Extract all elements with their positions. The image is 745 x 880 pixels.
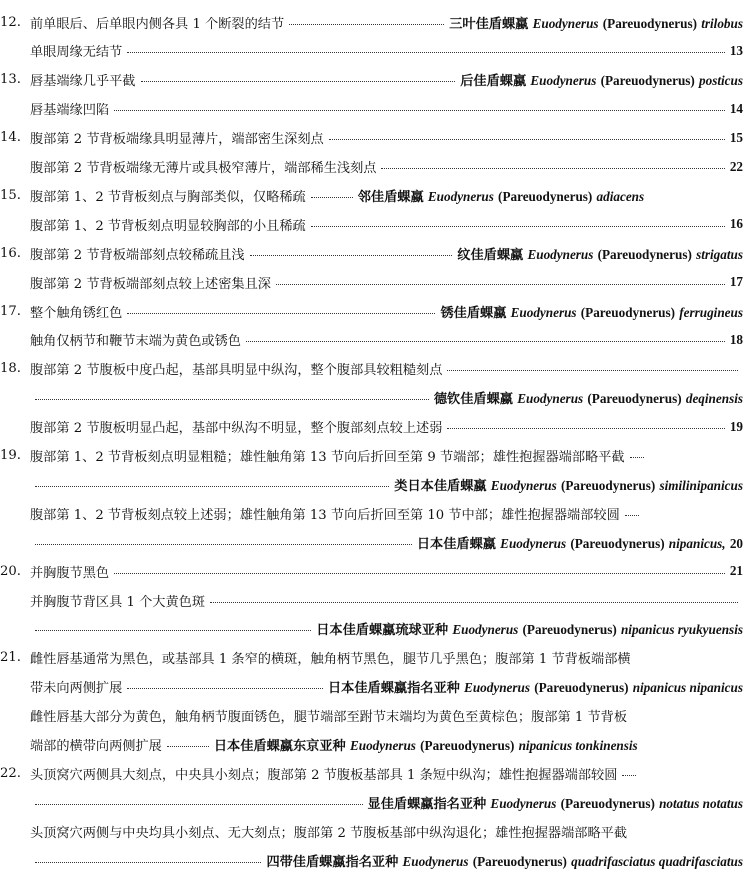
page-reference: 18 xyxy=(729,331,743,347)
key-line xyxy=(0,501,743,525)
key-line xyxy=(0,299,743,323)
taxon-name xyxy=(214,735,638,754)
couplet-text: 并胸腹节黑色 xyxy=(30,565,110,581)
key-line xyxy=(0,704,743,728)
taxon-genus: Euodynerus xyxy=(402,853,469,869)
leader-dots xyxy=(127,688,323,689)
leader-dots xyxy=(311,226,725,227)
page-reference: 17 xyxy=(729,274,743,290)
couplet-text: 唇基端缘几乎平截 xyxy=(30,74,136,90)
key-line xyxy=(0,155,743,179)
taxon-genus: Euodynerus xyxy=(452,622,519,638)
taxon-species: trilobus xyxy=(701,15,743,31)
key-line xyxy=(0,588,743,612)
taxon-species: adiacens xyxy=(596,188,645,204)
taxon-name xyxy=(417,533,743,552)
leader-dots xyxy=(35,630,311,631)
leader-dots xyxy=(250,255,453,256)
taxon-subgenus: (Pareuodynerus) xyxy=(560,477,656,493)
couplet-text: 头顶窝穴两侧与中央均具小刻点、无大刻点；腹部第 2 节腹板基部中纵沟退化；雄性抱握器端部略平截 xyxy=(30,825,628,841)
couplet-text: 整个触角锈红色 xyxy=(30,305,123,321)
leader-dots xyxy=(141,81,456,82)
key-line xyxy=(0,68,743,92)
leader-dots xyxy=(276,284,725,285)
couplet-number: 16. xyxy=(0,245,21,261)
couplet-number: 20. xyxy=(0,563,21,579)
couplet-text: 腹部第 1、2 节背板刻点较上述弱；雄性触角第 13 节向后折回至第 10 节中部；雄性抱握器端部较圆 xyxy=(30,507,620,523)
leader-dots xyxy=(35,804,363,805)
taxon-species: nipanicus, xyxy=(668,535,726,551)
key-line xyxy=(0,328,743,352)
taxon-subgenus: (Pareuodynerus) xyxy=(580,304,676,320)
taxon-subgenus: (Pareuodynerus) xyxy=(498,188,593,204)
taxon-chinese-name: 日本佳盾蜾蠃东京亚种 xyxy=(213,739,346,754)
couplet-text: 腹部第 2 节背板端缘无薄片或具极窄薄片，端部稀生浅刻点 xyxy=(30,161,377,176)
taxon-species: nipanicus tonkinensis xyxy=(518,738,638,753)
key-line xyxy=(0,444,743,468)
leader-dots xyxy=(289,24,444,25)
couplet-number: 15. xyxy=(0,187,21,203)
taxon-genus: Euodynerus xyxy=(464,680,531,696)
key-line xyxy=(0,97,743,121)
taxon-chinese-name: 四带佳盾蜾蠃指名亚种 xyxy=(266,854,399,870)
couplet-number: 12. xyxy=(0,14,21,30)
couplet-number: 18. xyxy=(0,361,21,377)
key-line xyxy=(0,39,743,63)
taxon-chinese-name: 锈佳盾蜾蠃 xyxy=(440,305,507,321)
couplet-text: 触角仅柄节和鞭节末端为黄色或锈色 xyxy=(30,334,241,350)
key-line xyxy=(0,212,743,236)
taxon-subgenus: (Pareuodynerus) xyxy=(597,246,692,262)
taxon-name xyxy=(368,793,743,812)
couplet-text: 头顶窝穴两侧具大刻点，中央具小刻点；腹部第 2 节腹板基部具 1 条短中纵沟；雄性抱握器端部较圆 xyxy=(30,767,618,783)
key-line xyxy=(0,357,743,381)
leader-dots xyxy=(210,602,738,603)
taxon-species: nipanicus nipanicus xyxy=(632,680,743,696)
couplet-text: 端部的横带向两侧扩展 xyxy=(30,739,162,754)
taxon-name xyxy=(316,619,743,638)
key-line xyxy=(0,675,743,699)
key-line xyxy=(0,790,743,814)
taxon-chinese-name: 纹佳盾蜾蠃 xyxy=(457,247,524,263)
leader-dots xyxy=(114,573,725,574)
leader-dots xyxy=(246,341,725,342)
taxon-name xyxy=(449,13,743,32)
couplet-number: 13. xyxy=(0,72,21,88)
key-line xyxy=(0,386,743,410)
key-line xyxy=(0,415,743,439)
key-line xyxy=(0,270,743,294)
page-reference: 16 xyxy=(729,216,743,232)
taxon-subgenus: (Pareuodynerus) xyxy=(534,680,629,696)
taxon-name xyxy=(434,388,743,407)
taxon-chinese-name: 日本佳盾蜾蠃 xyxy=(416,536,496,552)
couplet-text: 单眼周缘无结节 xyxy=(30,45,123,61)
page-reference: 13 xyxy=(729,42,743,58)
page-reference: 22 xyxy=(729,158,743,174)
key-line xyxy=(0,646,743,670)
key-line xyxy=(0,126,743,150)
taxon-name xyxy=(328,677,743,696)
leader-dots xyxy=(622,775,636,776)
leader-dots xyxy=(127,313,435,314)
taxon-genus: Euodynerus xyxy=(490,795,557,811)
taxon-genus: Euodynerus xyxy=(500,535,567,551)
key-line xyxy=(0,848,743,872)
taxon-name xyxy=(440,302,743,321)
taxon-subgenus: (Pareuodynerus) xyxy=(602,15,698,31)
couplet-number: 21. xyxy=(0,650,21,666)
leader-dots xyxy=(167,746,209,747)
couplet-text: 腹部第 1、2 节背板刻点明显较胸部的小且稀疏 xyxy=(30,218,306,234)
key-line xyxy=(0,733,743,757)
couplet-text: 腹部第 1、2 节背板刻点明显粗糙；雄性触角第 13 节向后折回至第 9 节端部；雄性抱握器端部略平截 xyxy=(30,450,625,465)
key-line xyxy=(0,530,743,554)
taxon-subgenus: (Pareuodynerus) xyxy=(570,535,665,551)
taxon-species: posticus xyxy=(699,73,743,89)
couplet-text: 带未向两侧扩展 xyxy=(30,681,123,697)
taxon-subgenus: (Pareuodynerus) xyxy=(560,795,655,811)
taxon-name xyxy=(266,851,743,870)
page-reference: 20 xyxy=(729,535,743,551)
taxon-name xyxy=(394,475,743,494)
taxon-species: deqinensis xyxy=(685,391,743,407)
taxon-subgenus: (Pareuodynerus) xyxy=(522,622,617,638)
leader-dots xyxy=(114,110,725,111)
leader-dots xyxy=(127,52,725,53)
taxon-genus: Euodynerus xyxy=(427,188,494,204)
couplet-text: 腹部第 2 节腹板中度凸起，基部具明显中纵沟，整个腹部具较粗糙刻点 xyxy=(30,363,443,379)
couplet-text: 腹部第 2 节背板端缘具明显薄片，端部密生深刻点 xyxy=(30,132,324,148)
taxon-chinese-name: 后佳盾蜾蠃 xyxy=(460,74,527,90)
taxon-species: nipanicus ryukyuensis xyxy=(620,622,743,638)
taxon-chinese-name: 类日本佳盾蜾蠃 xyxy=(394,478,487,494)
taxon-name xyxy=(460,70,743,89)
taxon-genus: Euodynerus xyxy=(527,246,594,262)
couplet-text: 腹部第 1、2 节背板刻点与胸部类似，仅略稀疏 xyxy=(30,189,306,205)
leader-dots xyxy=(35,399,429,400)
key-line xyxy=(0,819,743,843)
couplet-number: 17. xyxy=(0,303,21,319)
taxon-genus: Euodynerus xyxy=(349,738,416,753)
leader-dots xyxy=(35,486,389,487)
leader-dots xyxy=(381,168,724,169)
taxon-genus: Euodynerus xyxy=(517,391,584,407)
taxon-genus: Euodynerus xyxy=(532,15,599,31)
taxon-chinese-name: 显佳盾蜾蠃指名亚种 xyxy=(367,796,487,812)
couplet-text: 腹部第 2 节背板端部刻点较稀疏且浅 xyxy=(30,247,245,263)
key-line xyxy=(0,761,743,785)
taxon-species: ferrugineus xyxy=(679,304,743,320)
key-line xyxy=(0,183,743,207)
leader-dots xyxy=(447,370,738,371)
page-reference: 21 xyxy=(729,563,743,579)
leader-dots xyxy=(625,515,639,516)
taxon-chinese-name: 日本佳盾蜾蠃指名亚种 xyxy=(327,681,460,697)
taxon-species: quadrifasciatus quadrifasciatus xyxy=(571,853,743,869)
key-line xyxy=(0,617,743,641)
leader-dots xyxy=(311,197,353,198)
taxon-name xyxy=(358,186,644,205)
taxon-chinese-name: 德钦佳盾蜾蠃 xyxy=(433,392,513,408)
couplet-number: 19. xyxy=(0,448,21,463)
taxon-subgenus: (Pareuodynerus) xyxy=(587,391,682,407)
taxon-genus: Euodynerus xyxy=(490,477,557,493)
couplet-text: 唇基端缘凹陷 xyxy=(30,103,110,119)
page-reference: 14 xyxy=(729,100,743,116)
key-line xyxy=(0,10,743,34)
taxon-chinese-name: 三叶佳盾蜾蠃 xyxy=(449,16,529,32)
page-reference: 19 xyxy=(729,418,743,434)
couplet-text: 雌性唇基大部分为黄色，触角柄节腹面锈色，腿节端部至跗节末端均为黄色至黄棕色；腹部第 1 节背板 xyxy=(30,710,628,726)
taxon-species: notatus notatus xyxy=(659,795,743,811)
page-reference: 15 xyxy=(729,129,743,145)
couplet-number: 14. xyxy=(0,130,21,146)
leader-dots xyxy=(35,544,412,545)
leader-dots xyxy=(630,457,644,458)
leader-dots xyxy=(447,428,724,429)
key-line xyxy=(0,472,743,496)
leader-dots xyxy=(329,139,725,140)
taxon-genus: Euodynerus xyxy=(510,304,577,320)
taxon-subgenus: (Pareuodynerus) xyxy=(420,738,515,753)
key-line xyxy=(0,559,743,583)
taxon-species: similinipanicus xyxy=(659,477,743,493)
couplet-text: 雌性唇基通常为黑色，或基部具 1 条窄的横斑，触角柄节黑色，腿节几乎黑色；腹部第 1 节背板端部横 xyxy=(30,652,631,668)
couplet-text: 腹部第 2 节背板端部刻点较上述密集且深 xyxy=(30,276,271,292)
taxon-name xyxy=(457,244,743,263)
key-line xyxy=(0,241,743,265)
taxon-chinese-name: 邻佳盾蜾蠃 xyxy=(357,189,424,205)
couplet-text: 并胸腹节背区具 1 个大黄色斑 xyxy=(30,594,206,610)
couplet-text: 腹部第 2 节腹板明显凸起，基部中纵沟不明显，整个腹部刻点较上述弱 xyxy=(30,421,443,437)
taxon-subgenus: (Pareuodynerus) xyxy=(472,853,567,869)
couplet-text: 前单眼后、后单眼内侧各具 1 个断裂的结节 xyxy=(30,16,285,32)
taxon-subgenus: (Pareuodynerus) xyxy=(600,73,695,89)
leader-dots xyxy=(35,862,261,863)
taxon-genus: Euodynerus xyxy=(530,73,597,89)
couplet-number: 22. xyxy=(0,765,21,781)
taxon-species: strigatus xyxy=(696,246,743,262)
taxon-chinese-name: 日本佳盾蜾蠃琉球亚种 xyxy=(316,623,449,639)
